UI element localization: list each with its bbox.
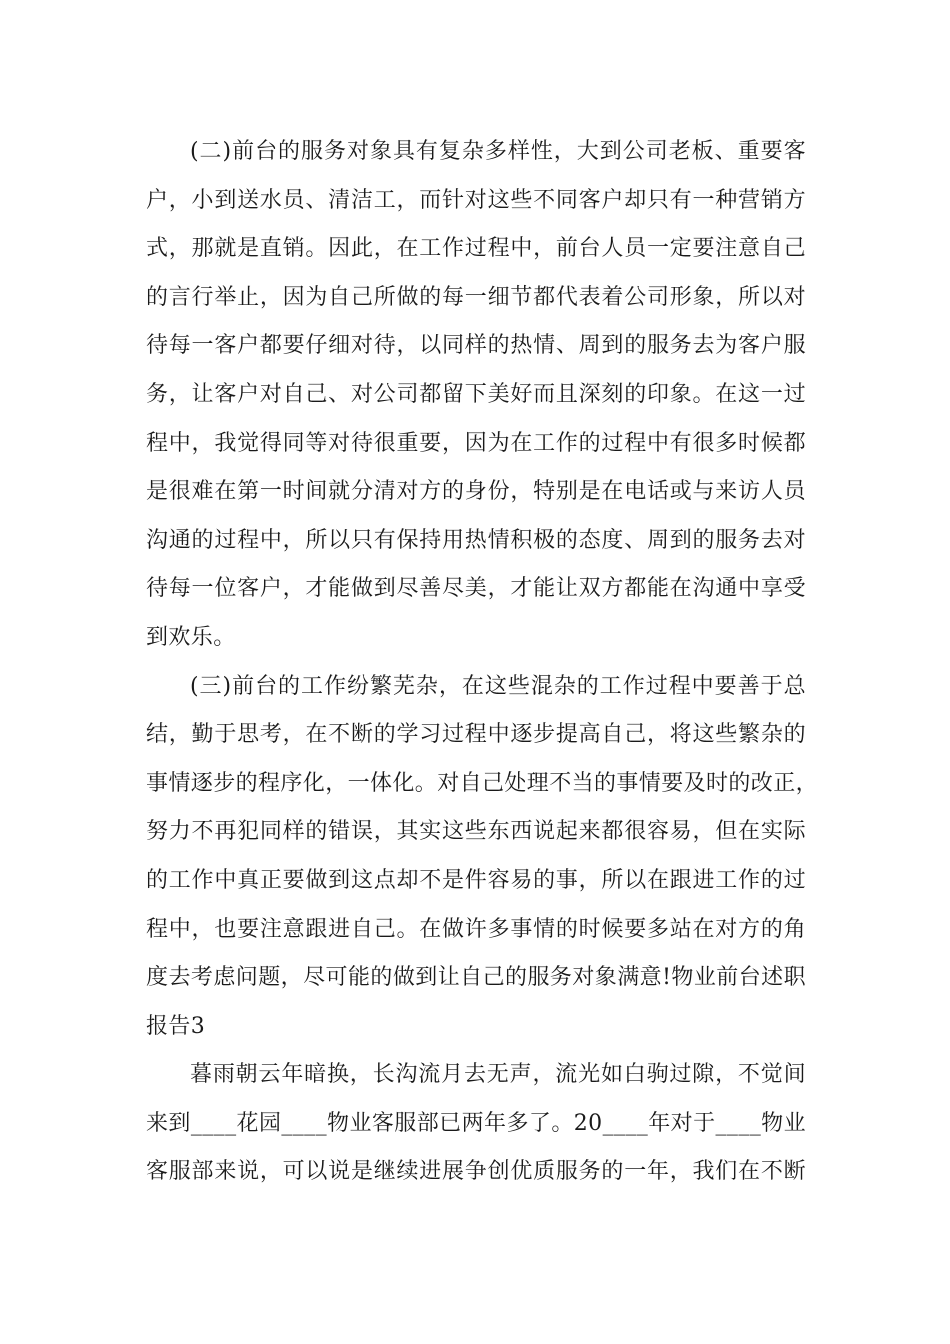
text-line: 报告3 [146,1013,206,1039]
text-line: (三)前台的工作纷繁芜杂，在这些混杂的工作过程中要善于总 [190,673,806,699]
text-line: 的工作中真正要做到这点却不是件容易的事，所以在跟进工作的过 [146,867,806,893]
text-line: 暮雨朝云年暗换，长沟流月去无声，流光如白驹过隙，不觉间 [190,1062,806,1088]
text-line: 的言行举止，因为自己所做的每一细节都代表着公司形象，所以对 [146,284,806,310]
text-line: 待每一位客户，才能做到尽善尽美，才能让双方都能在沟通中享受 [146,576,806,602]
text-line: 事情逐步的程序化，一体化。对自己处理不当的事情要及时的改正， [146,770,819,796]
text-line: 努力不再犯同样的错误，其实这些东西说起来都很容易，但在实际 [146,819,806,845]
text-line: 客服部来说，可以说是继续进展争创优质服务的一年，我们在不断 [146,1159,806,1185]
text-line: 沟通的过程中，所以只有保持用热情积极的态度、周到的服务去对 [146,527,806,553]
text-line: 来到____花园____物业客服部已两年多了。20____年对于____物业 [146,1110,806,1136]
text-line: 是很难在第一时间就分清对方的身份，特别是在电话或与来访人员 [146,479,806,505]
text-line: 程中，我觉得同等对待很重要，因为在工作的过程中有很多时候都 [146,430,806,456]
document-body [146,128,819,1197]
text-line: 到欢乐。 [146,624,236,650]
text-line: 度去考虑问题，尽可能的做到让自己的服务对象满意!物业前台述职 [146,965,806,991]
text-line: 程中，也要注意跟进自己。在做许多事情的时候要多站在对方的角 [146,916,806,942]
text-line: 待每一客户都要仔细对待，以同样的热情、周到的服务去为客户服 [146,333,806,359]
text-line: 式，那就是直销。因此，在工作过程中，前台人员一定要注意自己 [146,236,806,262]
text-line: (二)前台的服务对象具有复杂多样性，大到公司老板、重要客 [190,139,806,164]
text-line: 户，小到送水员、清洁工，而针对这些不同客户却只有一种营销方 [146,187,806,213]
text-line: 务，让客户对自己、对公司都留下美好而且深刻的印象。在这一过 [146,381,806,407]
text-line: 结，勤于思考，在不断的学习过程中逐步提高自己，将这些繁杂的 [146,722,806,748]
